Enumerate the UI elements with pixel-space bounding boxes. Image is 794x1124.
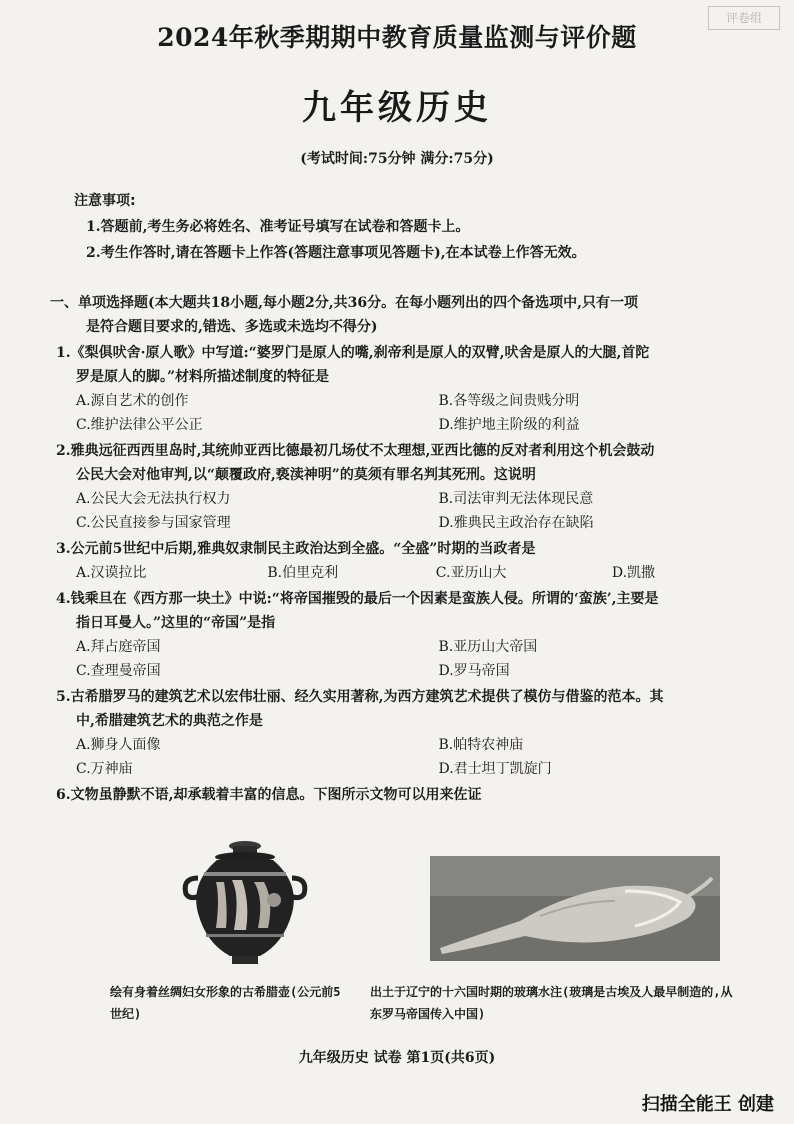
question-1 xyxy=(50,341,765,437)
option-a: A.源自艺术的创作 xyxy=(76,393,189,409)
question-4 xyxy=(50,587,765,683)
question-stem-line: 5.古希腊罗马的建筑艺术以宏伟壮丽、经久实用著称,为西方建筑艺术提供了模仿与借鉴的范本。其 xyxy=(56,689,664,705)
question-stem-line: 罗是原人的脚。”材料所描述制度的特征是 xyxy=(76,369,330,385)
question-stem-line: 6.文物虽静默不语,却承载着丰富的信息。下图所示文物可以用来佐证 xyxy=(56,787,482,803)
greek-vase-image xyxy=(170,838,320,968)
option-b: B.伯里克利 xyxy=(267,565,339,581)
option-d: D.罗马帝国 xyxy=(438,663,510,679)
option-c: C.公民直接参与国家管理 xyxy=(76,515,231,531)
page-footer: 九年级历史 试卷 第1页(共6页) xyxy=(298,1050,496,1066)
question-stem xyxy=(50,685,765,733)
question-stem-line: 公民大会对他审判,以“颠覆政府,亵渎神明”的莫须有罪名判其死刑。这说明 xyxy=(76,467,536,483)
question-6 xyxy=(50,783,765,807)
option-b: B.司法审判无法体现民意 xyxy=(438,491,594,507)
options xyxy=(50,487,765,535)
question-stem xyxy=(50,439,765,487)
section-single-choice xyxy=(50,291,765,807)
exam-title: 2024年秋季期期中教育质量监测与评价题 xyxy=(157,23,637,52)
subject-title: 九年级历史 xyxy=(302,88,492,128)
question-stem xyxy=(50,537,765,561)
caption-left: 绘有身着丝绸妇女形象的古希腊壶(公元前5世纪) xyxy=(110,985,341,1021)
scanner-watermark: 扫描全能王 创建 xyxy=(641,1094,774,1115)
question-stem-line: 中,希腊建筑艺术的典范之作是 xyxy=(76,713,263,729)
notes-section xyxy=(74,190,754,268)
question-3 xyxy=(50,537,765,585)
option-a: A.汉谟拉比 xyxy=(76,565,147,581)
notes-heading: 注意事项: xyxy=(74,193,136,209)
note-item: 2.考生作答时,请在答题卡上作答(答题注意事项见答题卡),在本试卷上作答无效。 xyxy=(86,245,586,261)
option-b: B.亚历山大帝国 xyxy=(438,639,538,655)
options xyxy=(50,733,765,781)
question-stem xyxy=(50,341,765,389)
question-2 xyxy=(50,439,765,535)
options xyxy=(50,561,765,585)
option-a: A.狮身人面像 xyxy=(76,737,161,753)
option-a: A.公民大会无法执行权力 xyxy=(76,491,231,507)
options xyxy=(50,635,765,683)
option-b: B.各等级之间贵贱分明 xyxy=(438,393,580,409)
option-c: C.万神庙 xyxy=(76,761,133,777)
exam-info: (考试时间:75分钟 满分:75分) xyxy=(300,151,494,167)
note-item: 1.答题前,考生务必将姓名、准考证号填写在试卷和答题卡上。 xyxy=(86,219,470,235)
bleed-through-text: 评卷组 xyxy=(725,11,762,25)
question-5 xyxy=(50,685,765,781)
option-c: C.维护法律公平公正 xyxy=(76,417,203,433)
option-d: D.维护地主阶级的利益 xyxy=(438,417,580,433)
question-stem xyxy=(50,587,765,635)
question-stem-line: 2.雅典远征西西里岛时,其统帅亚西比德最初几场仗不太理想,亚西比德的反对者利用这个机会鼓动 xyxy=(56,443,655,459)
option-d: D.凯撒 xyxy=(611,565,656,581)
figures xyxy=(90,838,750,1028)
section-heading-cont: 是符合题目要求的,错选、多选或未选均不得分) xyxy=(86,319,378,335)
question-stem-line: 指日耳曼人。”这里的“帝国”是指 xyxy=(76,615,276,631)
question-stem-line: 3.公元前5世纪中后期,雅典奴隶制民主政治达到全盛。“全盛”时期的当政者是 xyxy=(56,541,536,557)
section-heading: 一、单项选择题(本大题共18小题,每小题2分,共36分。在每小题列出的四个备选项中,只有一项 xyxy=(50,295,638,311)
option-c: C.亚历山大 xyxy=(435,565,507,581)
option-b: B.帕特农神庙 xyxy=(438,737,524,753)
question-stem-line: 1.《梨俱吠舍·原人歌》中写道:“婆罗门是原人的嘴,刹帝利是原人的双臂,吠舍是原人的大腿,首陀 xyxy=(56,345,650,361)
option-c: C.查理曼帝国 xyxy=(76,663,161,679)
glass-vessel-image xyxy=(430,856,720,961)
options xyxy=(50,389,765,437)
caption-right: 出土于辽宁的十六国时期的玻璃水注(玻璃是古埃及人最早制造的,从东罗马帝国传入中国) xyxy=(370,985,733,1021)
option-d: D.雅典民主政治存在缺陷 xyxy=(438,515,594,531)
option-a: A.拜占庭帝国 xyxy=(76,639,161,655)
option-d: D.君士坦丁凯旋门 xyxy=(438,761,552,777)
question-stem-line: 4.钱乘旦在《西方那一块土》中说:“将帝国摧毁的最后一个因素是蛮族人侵。所谓的‘蛮族’,主要是 xyxy=(56,591,659,607)
question-stem xyxy=(50,783,765,807)
